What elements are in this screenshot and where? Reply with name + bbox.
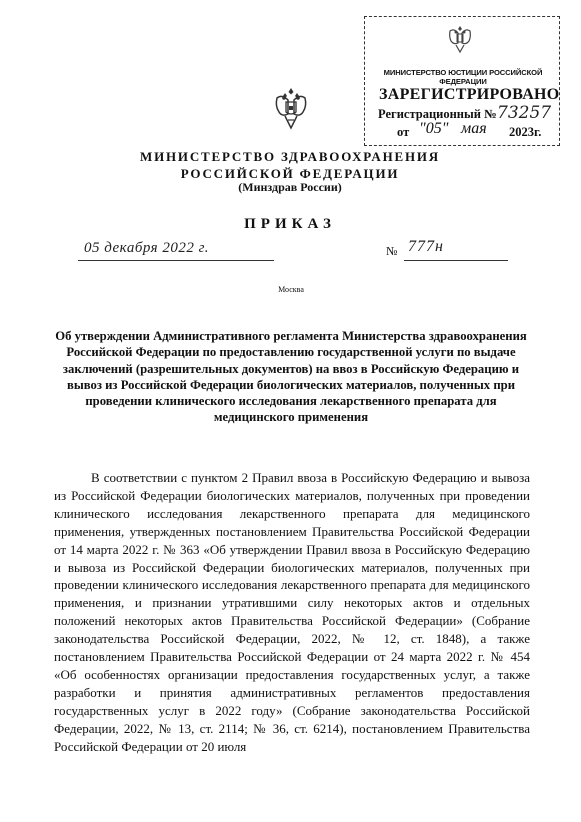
- date-underline: [78, 260, 274, 261]
- order-subject: Об утверждении Административного регламента Министерства здравоохранения Российской Федерации по предоставлению государственной услуги по выдаче заключений (разрешительных документов) на ввоз в Российскую Федерацию и вывоз из Российской Федерации биологических материалов, полученных при проведении клинического исследования лекарственного препарата для медицинского применения: [55, 329, 527, 425]
- ministry-short-name: (Минздрав России): [238, 180, 342, 194]
- double-headed-eagle-icon: [274, 86, 308, 132]
- order-number: 777н: [408, 238, 444, 255]
- order-date: 05 декабря 2022 г.: [84, 240, 210, 256]
- city: Москва: [278, 285, 304, 294]
- stamp-reg-label: Регистрационный №: [378, 107, 497, 121]
- stamp-status: ЗАРЕГИСТРИРОВАНО: [379, 86, 560, 103]
- ministry-title: МИНИСТЕРСТВО ЗДРАВООХРАНЕНИЯ РОССИЙСКОЙ ФЕДЕРАЦИИ: [140, 149, 440, 181]
- stamp-ministry: МИНИСТЕРСТВО ЮСТИЦИИ РОССИЙСКОЙ ФЕДЕРАЦИИ: [383, 68, 543, 86]
- body-paragraph: В соответствии с пунктом 2 Правил ввоза в Российскую Федерацию и вывоза из Российской Федерации биологических материалов, полученных при проведении клинического исследования лекарственного препарата для медицинского применения, утвержденных постановлением Правительства Российской Федерации от 14 марта 2022 г. № 363 «Об утверждении Правил ввоза в Российскую Федерацию и вывоза из Российской Федерации биологических материалов, полученных при проведении клинического исследования лекарственного препарата для медицинского применения, и признании утратившими силу некоторых актов и отдельных положений некоторых актов Правительства Российской Федерации» (Собрание законодательства Российской Федерации, 2022, № 12, ст. 1848), а также постановлением Правительства Российской Федерации от 24 марта 2022 г. № 454 «Об особенностях организации предоставления государственных услуг, а также разработки и принятия административных регламентов предоставления государственных услуг в 2022 году» (Собрание законодательства Российской Федерации, 2022, № 13, ст. 2114; № 36, ст. 6214), постановлением Правительства Российской Федерации от 20 июля: [54, 470, 530, 754]
- stamp-date-day: "05": [419, 120, 449, 137]
- coat-of-arms-icon: [447, 23, 473, 55]
- number-sign: №: [386, 244, 398, 258]
- document-type: ПРИКАЗ: [244, 216, 336, 232]
- stamp-date-year: 2023г.: [509, 125, 542, 139]
- number-underline: [404, 260, 508, 261]
- stamp-reg-number: 73257: [497, 103, 552, 123]
- registration-stamp: [364, 16, 560, 146]
- stamp-date-month: мая: [461, 120, 487, 137]
- stamp-date-prefix: от: [397, 125, 410, 139]
